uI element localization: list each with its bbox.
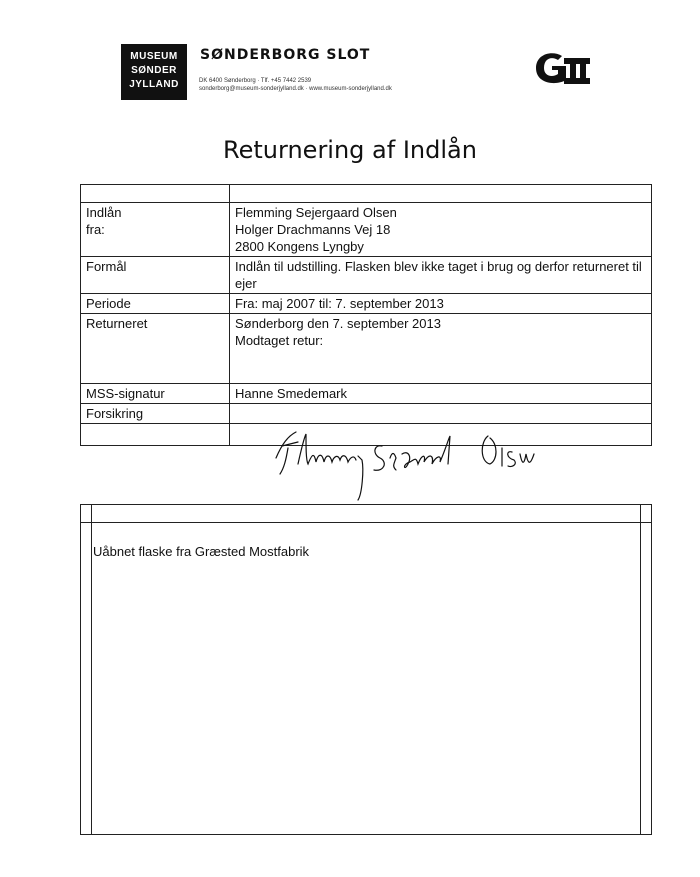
table-row [81, 203, 652, 257]
table-row [81, 314, 652, 384]
org-name: SØNDERBORG SLOT [200, 47, 371, 63]
table-row [81, 257, 652, 294]
row-value [230, 404, 652, 424]
handwritten-signature [262, 424, 562, 504]
table-row [81, 185, 652, 203]
table-row [81, 404, 652, 424]
page-title: Returnering af Indlån [223, 136, 477, 164]
row-value: Sønderborg den 7. september 2013 Modtaget retur: [230, 314, 652, 384]
box-divider [640, 504, 641, 835]
table-cell [81, 185, 230, 203]
row-label: Periode [81, 294, 230, 314]
crown-seal-icon [528, 46, 594, 90]
row-value: Indlån til udstilling. Flasken blev ikke taget i brug og derfor returneret til ejer [230, 257, 652, 294]
row-label: Formål [81, 257, 230, 294]
row-label: MSS-signatur [81, 384, 230, 404]
row-label: Forsikring [81, 404, 230, 424]
row-label: Returneret [81, 314, 230, 384]
description-header-line [80, 504, 652, 523]
row-label: Indlån fra: [81, 203, 230, 257]
logo-line: SØNDER [131, 65, 177, 76]
signature-text: Flemming Sejergaard Olsen [262, 424, 275, 425]
table-row [81, 294, 652, 314]
logo-line: JYLLAND [129, 79, 179, 90]
loan-table [80, 184, 652, 446]
table-cell [230, 185, 652, 203]
museum-logo [121, 44, 187, 100]
logo-line: MUSEUM [130, 51, 178, 62]
row-value: Flemming Sejergaard Olsen Holger Drachmanns Vej 18 2800 Kongens Lyngby [230, 203, 652, 257]
row-value: Hanne Smedemark [230, 384, 652, 404]
address-line: DK 6400 Sønderborg · Tlf. +45 7442 2539 [199, 78, 312, 84]
org-address [199, 77, 392, 93]
table-cell [81, 424, 230, 446]
row-value: Fra: maj 2007 til: 7. september 2013 [230, 294, 652, 314]
table-row [81, 384, 652, 404]
item-description: Uåbnet flaske fra Græsted Mostfabrik [93, 544, 310, 559]
box-divider [91, 504, 92, 835]
address-line: sonderborg@museum-sonderjylland.dk · www.museum-sonderjylland.dk [199, 86, 392, 92]
